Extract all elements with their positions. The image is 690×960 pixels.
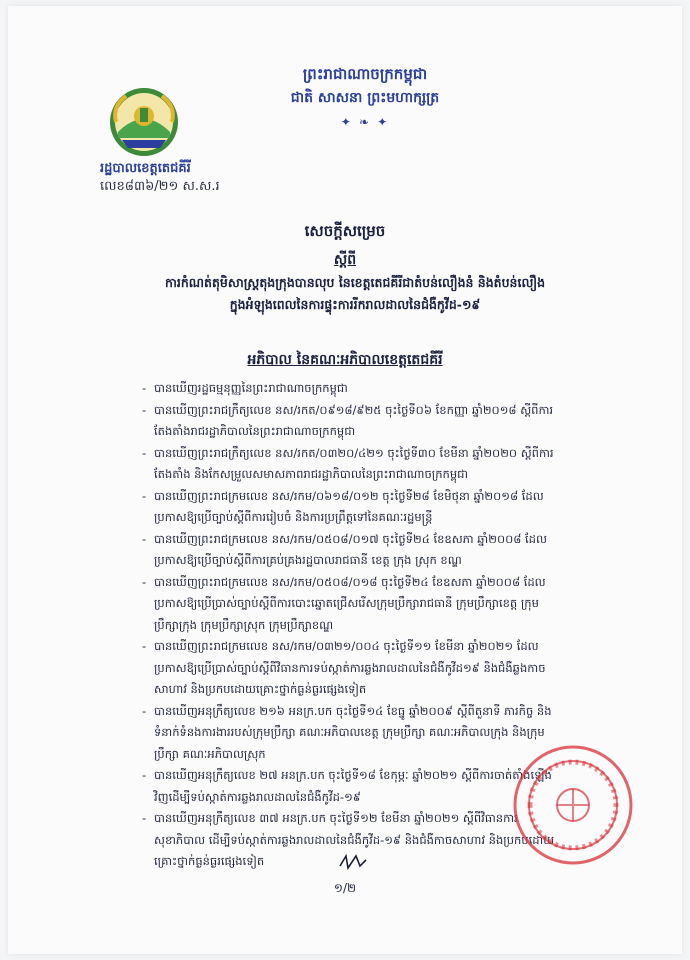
kingdom-line-2: ជាតិ សាសនា ព្រះមហាក្សត្រ <box>290 90 440 106</box>
reference-item: - បានឃើញអនុក្រឹត្យលេខ ២៧ អនក្រ.បក ចុះថ្ងៃទី១៨ ខែកុម្ភៈ ឆ្នាំ២០២១ ស្តីពីការចាត់តាំងឡើងវិញដើម្បីទប់ស្កាត់ការឆ្លងរាលដាលនៃជំងឺកូវីដ-១៩ <box>142 768 552 804</box>
page-number: ១/២ <box>333 881 357 895</box>
initial-signature <box>338 852 368 872</box>
province-seal-logo <box>108 86 180 158</box>
official-stamp <box>510 742 636 868</box>
subject-line-2: ក្នុងអំឡុងពេលនៃការផ្ទុះការរីករាលដាលនៃជំងឺកូវីដ-១៩ <box>229 297 481 312</box>
decision-subject <box>120 272 590 316</box>
reference-item: - បានឃើញព្រះរាជក្រឹត្យលេខ នស/រកត/០៣២០/៤២១ ចុះថ្ងៃទី៣០ ខែមីនា ឆ្នាំ២០២០ ស្តីពីការតែងតាំង និងកែសម្រួលសមាសភាពរាជរដ្ឋាភិបាលនៃព្រះរាជាណាចក្រកម្ពុជា <box>142 445 554 481</box>
kingdom-header <box>250 62 480 134</box>
reference-list <box>142 378 562 873</box>
reference-item: - បានឃើញព្រះរាជក្រមលេខ នស/រកម/០៥០៨/០១៨ ចុះថ្ងៃទី២៤ ខែឧសភា ឆ្នាំ២០០៨ ដែលប្រកាសឱ្យប្រើប្រាស់ច្បាប់ស្តីពីការបោះឆ្នោតជ្រើសរើសក្រុមប្រឹក្សារាជធានី ក្រុមប្រឹក្សាខេត្ត ក្រុមប្រឹក្សាក្រុង ក្រុមប្រឹក្សាស្រុក ក្រុមប្រឹក្សាខណ្ឌ <box>142 574 546 632</box>
authority-heading: អភិបាល នៃគណៈអភិបាលខេត្តតេជគីរី <box>247 352 443 368</box>
document-number: លេខ៨៣៦/២១ ស.ស.រ <box>100 179 220 194</box>
reference-item: - បានឃើញព្រះរាជក្រមលេខ នស/រកម/០៥០៨/០១៧ ចុះថ្ងៃទី២៤ ខែឧសភា ឆ្នាំ២០០៨ ដែលប្រកាសឱ្យប្រើច្បាប់ស្តីពីការគ្រប់គ្រងរដ្ឋបាលរាជធានី ខេត្ត ក្រុង ស្រុក ខណ្ឌ <box>142 531 547 567</box>
kingdom-line-1: ព្រះរាជាណាចក្រកម្ពុជា <box>302 65 428 83</box>
reference-item: - បានឃើញអនុក្រឹត្យលេខ ២១៦ អនក្រ.បក ចុះថ្ងៃទី១៤ ខែធ្នូ ឆ្នាំ២០០៩ ស្តីពីតួនាទី ភារកិច្ច និងទំនាក់ទំនងការងាររបស់ក្រុមប្រឹក្សា គណៈអភិបាលខេត្ត ក្រុមប្រឹក្សា គណៈអភិបាលក្រុង និងក្រុមប្រឹក្សា គណៈអភិបាលស្រុក <box>142 703 552 761</box>
decision-title: សេចក្តីសម្រេច <box>304 222 386 240</box>
reference-item: - បានឃើញព្រះរាជក្រមលេខ នស/រកម/០៦១៨/០១២ ចុះថ្ងៃទី២៨ ខែមិថុនា ឆ្នាំ២០១៨ ដែលប្រកាសឱ្យប្រើច្បាប់ស្តីពីការរៀបចំ និងការប្រព្រឹត្តទៅនៃគណៈរដ្ឋមន្ត្រី <box>142 488 544 524</box>
header-ornament: ✦ ❧ ✦ <box>340 115 390 129</box>
reference-item: - បានឃើញអនុក្រឹត្យលេខ ៣៧ អនក្រ.បក ចុះថ្ងៃទី១២ ខែមីនា ឆ្នាំ២០២១ ស្តីពីវិធានការសុខាភិបាល ដើម្បីទប់ស្កាត់ការឆ្លងរាលដាលនៃជំងឺកូវីដ-១៩ និងជំងឺកាចសាហាវ និងប្រកបដោយគ្រោះថ្នាក់ធ្ងន់ធ្ងរផ្សេងទៀត <box>142 811 555 868</box>
issuing-authority: រដ្ឋបាលខេត្តតេជគីរី <box>100 161 191 176</box>
about-label: ស្តីពី <box>333 252 357 268</box>
reference-item: - បានឃើញរដ្ឋធម្មនុញ្ញនៃព្រះរាជាណាចក្រកម្ពុជា <box>142 381 348 395</box>
reference-item: - បានឃើញព្រះរាជក្រឹត្យលេខ នស/រកត/០៩១៨/៩២៥ ចុះថ្ងៃទី០៦ ខែកញ្ញា ឆ្នាំ២០១៨ ស្តីពីការតែងតាំងរាជរដ្ឋាភិបាលនៃព្រះរាជាណាចក្រកម្ពុជា <box>142 402 554 438</box>
subject-line-1: ការកំណត់តុមិសាស្ត្រតុងក្រុងបានលុប នៃខេត្តតេជគីរីជាតំបន់លឿងនំ និងតំបន់លឿង <box>164 275 546 290</box>
reference-item: - បានឃើញព្រះរាជក្រមលេខ នស/រកម/០៣២១/០០៤ ចុះថ្ងៃទី១១ ខែមីនា ឆ្នាំ២០២១ ដែលប្រកាសឱ្យប្រើប្រាស់ច្បាប់ស្តីពីវិធានការទប់ស្កាត់ការឆ្លងរាលដាលនៃជំងឺកូវីដ១៩ និងជំងឺឆ្លងកាចសាហាវ និងប្រកបដោយគ្រោះថ្នាក់ធ្ងន់ធ្ងរផ្សេងទៀត <box>142 639 546 696</box>
